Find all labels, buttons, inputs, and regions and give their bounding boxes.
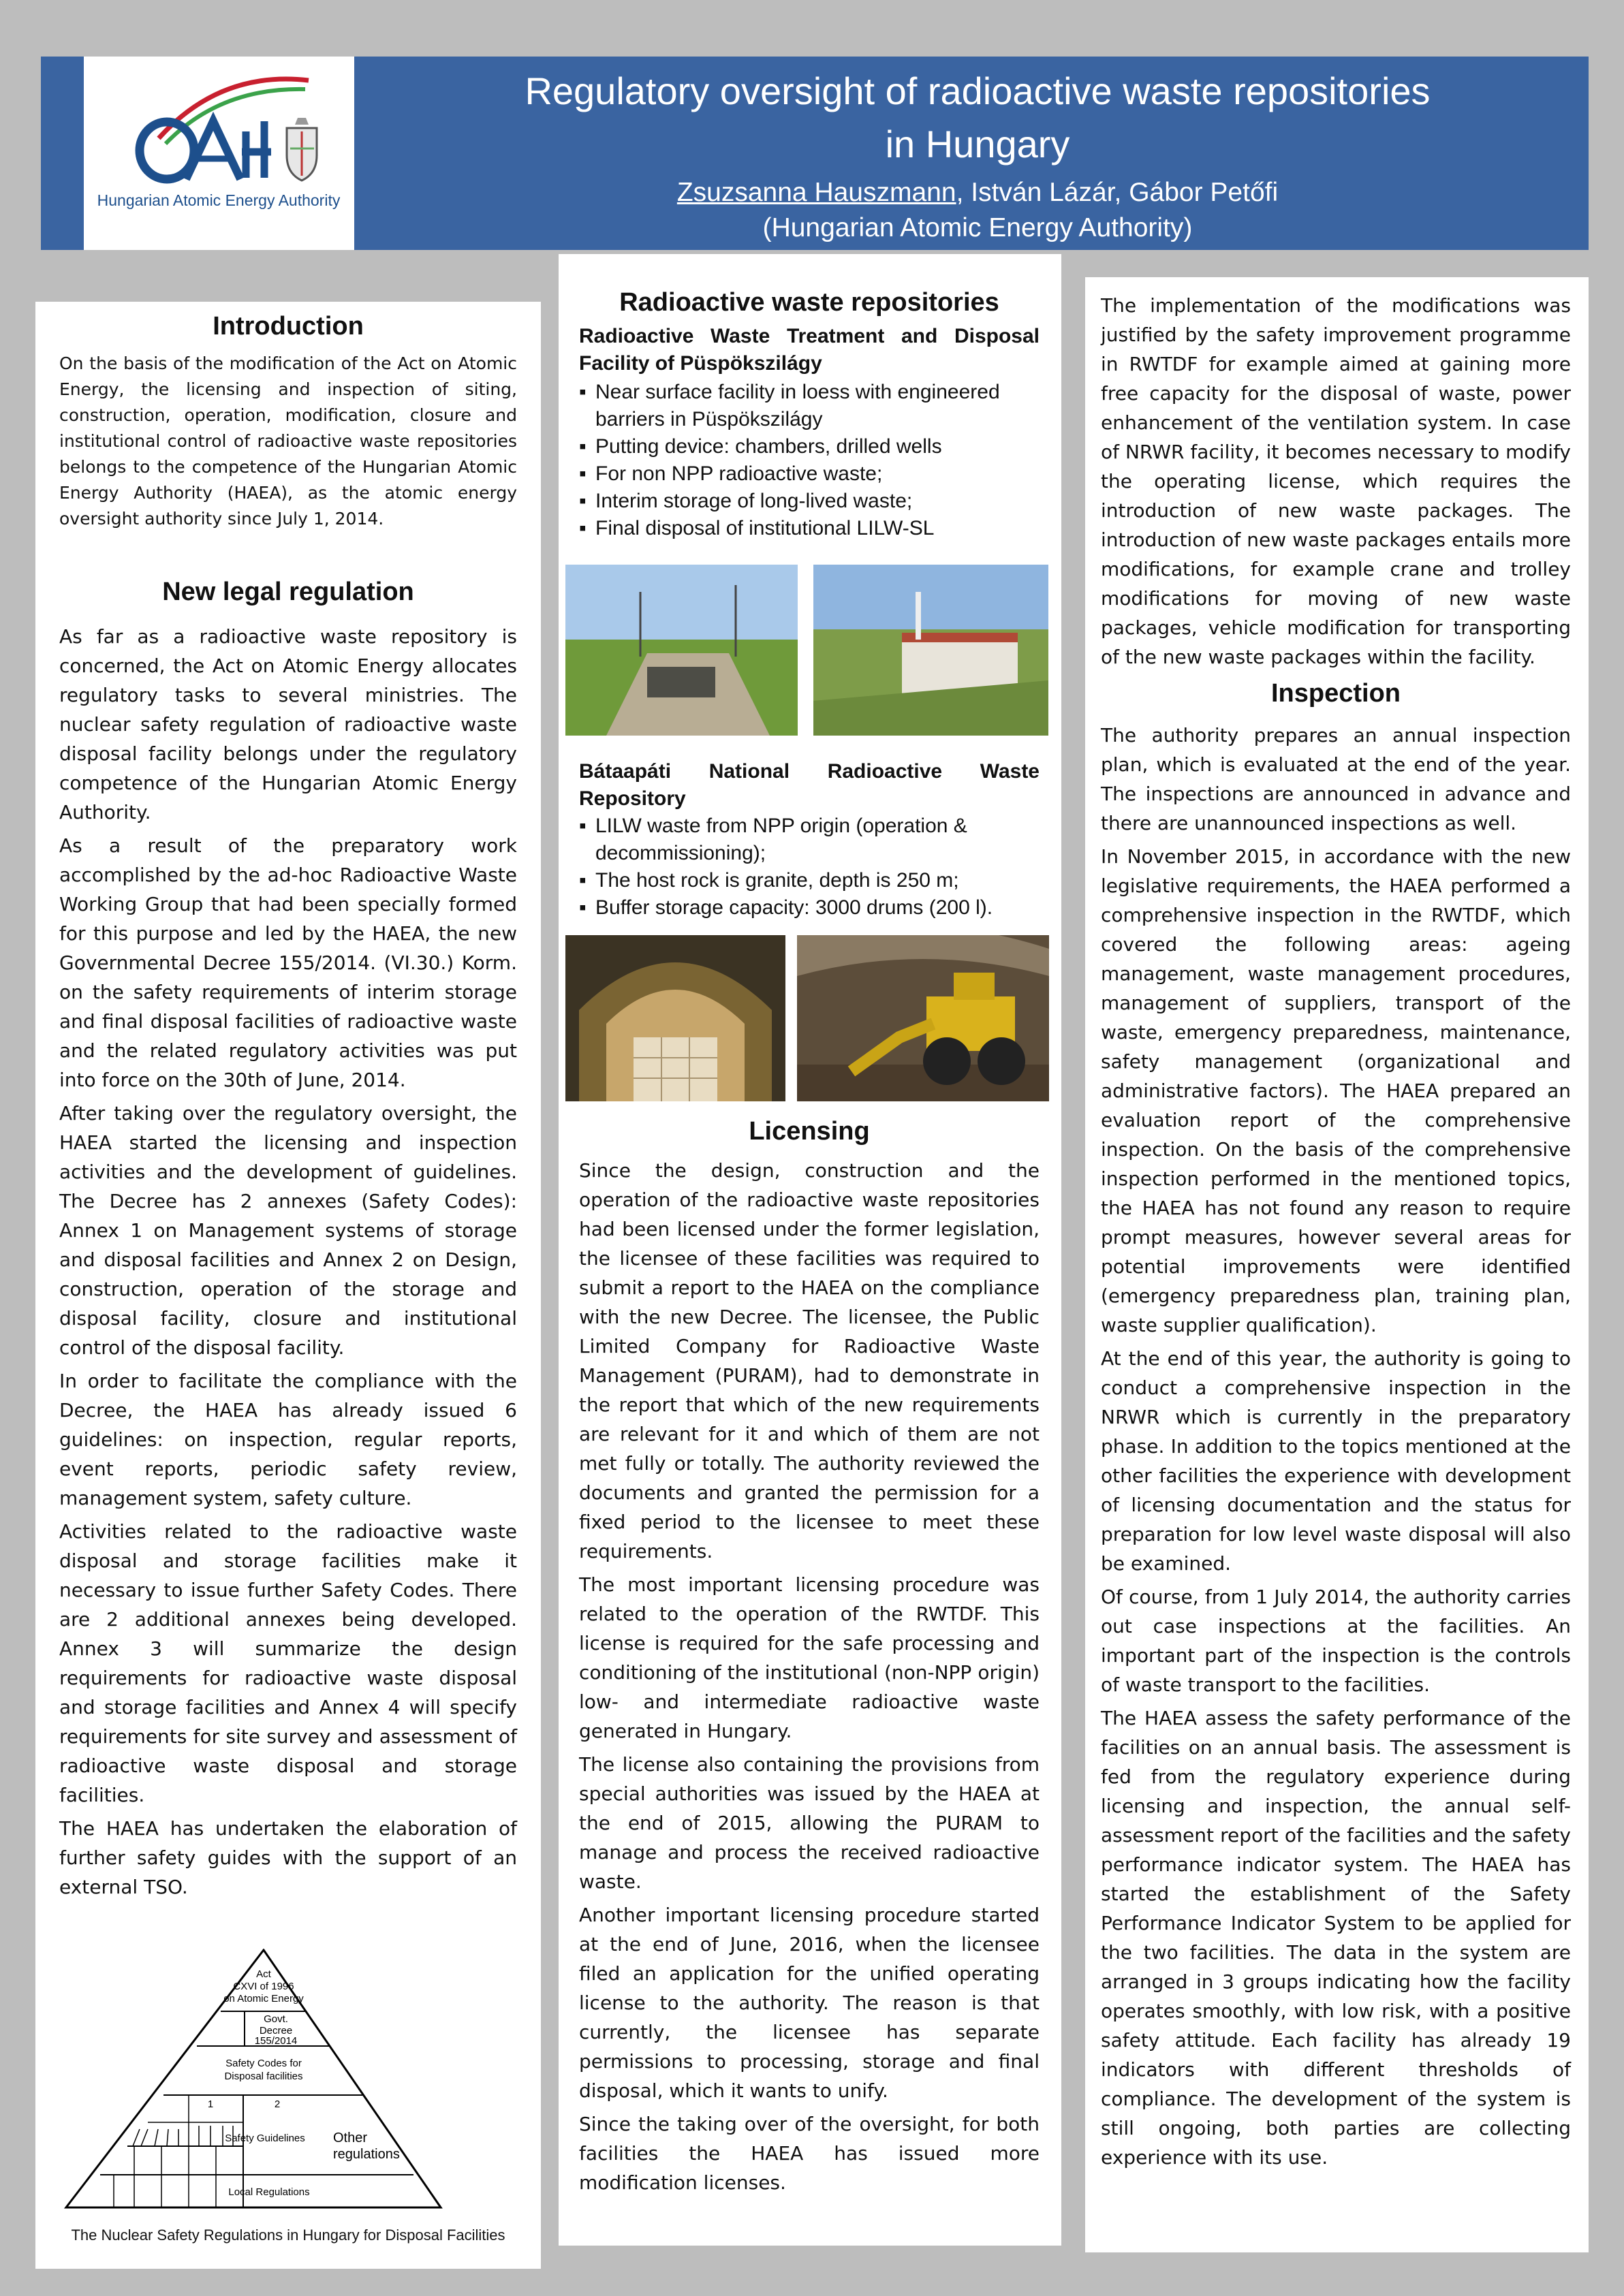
- pyramid-other-line-2: regulations: [333, 2147, 400, 2162]
- inspection-paragraph-4: Of course, from 1 July 2014, the authority carries out case inspections at the facilities. An important part of the inspection is the controls of waste transport to the facilities.: [1101, 1586, 1571, 1696]
- legal-paragraph-4: In order to facilitate the compliance with the Decree, the HAEA has already issued 6 guidelines: on inspection, regular reports, event reports, periodic safety review, management system, safety culture.: [59, 1370, 517, 1509]
- pyramid-codes-line-1: Safety Codes for: [225, 2058, 302, 2069]
- legal-regulation-section: [59, 571, 517, 1902]
- pyramid-act-line-1: Act: [256, 1968, 271, 1980]
- introduction-section: [59, 306, 517, 532]
- pyramid-local-regulations: Local Regulations: [228, 2186, 310, 2198]
- right-column: [1085, 277, 1589, 2252]
- puspokszilagy-bullet: ▪ Near surface facility in loess with engineered barriers in Püspökszilágy: [579, 379, 1040, 433]
- bataapati-loader-photo: [797, 935, 1049, 1101]
- repositories-section: [579, 285, 1040, 542]
- puspokszilagy-site-photo: [565, 565, 798, 736]
- puspokszilagy-bullet: ▪ Putting device: chambers, drilled wells: [579, 433, 1040, 460]
- author-first[interactable]: Zsuzsanna Hauszmann: [676, 178, 956, 207]
- poster-title-line-2: in Hungary: [885, 123, 1070, 166]
- title-area: [368, 65, 1587, 246]
- middle-column: [559, 254, 1061, 2246]
- introduction-heading: Introduction: [213, 312, 364, 341]
- pyramid-tick-1: 1: [207, 2098, 214, 2110]
- left-column: [35, 302, 541, 2269]
- bataapati-section: [579, 758, 1040, 922]
- bataapati-bullet-list: [579, 813, 1040, 922]
- bataapati-bullet: ▪ Buffer storage capacity: 3000 drums (200 l).: [579, 894, 1040, 922]
- pyramid-decree-line-1: Govt.: [264, 2013, 288, 2025]
- pyramid-tick-2: 2: [274, 2098, 281, 2110]
- legal-paragraph-1: As far as a radioactive waste repository is concerned, the Act on Atomic Energy allocates regulatory tasks to several ministries. The nuclear safety regulation of radioactive waste disposal facility belongs under the regulatory competence of the Hungarian Atomic Energy Authority.: [59, 625, 517, 823]
- pyramid-decree-line-2: Decree: [259, 2025, 293, 2036]
- legal-paragraph-5: Activities related to the radioactive waste disposal and storage facilities make it necessary to issue further Safety Codes. There are 2 additional annexes being developed. Annex 3 will summarize the design requirements for radioactive waste disposal and storage facilities and Annex 4 will specify requirements for site survey and assessment of radioactive waste disposal and storage facilities.: [59, 1520, 517, 1806]
- inspection-paragraph-2: In November 2015, in accordance with the new legislative requirements, the HAEA performed a comprehensive inspection in the RWTDF, which covered the following areas: ageing management, waste management procedures, management of suppliers, transport of the waste, emergency preparedness, maintenance, safety management (organizational and administrative factors). The HAEA prepared an evaluation report of the comprehensive inspection. On the basis of the comprehensive inspection performed in the mentioned topics, the HAEA has not found any reason to require prompt measures, however several areas for potential improvements were identified (emergency preparedness plan, training plan, waste supplier qualification).: [1101, 845, 1571, 1336]
- pyramid-decree-line-3: 155/2014: [254, 2035, 298, 2047]
- pyramid-guidelines: Safety Guidelines: [225, 2133, 305, 2144]
- puspokszilagy-bullet: ▪ Final disposal of institutional LILW-SL: [579, 515, 1040, 542]
- introduction-text: On the basis of the modification of the Act on Atomic Energy, the licensing and inspection of siting, construction, operation, modification, closure and institutional control of radioactive waste repositories belongs to the competence of the Hungarian Atomic Energy Authority (HAEA), as the atomic energy oversight authority since July 1, 2014.: [59, 353, 517, 529]
- modifications-paragraph: The implementation of the modifications was justified by the safety improvement programme in RWTDF for example aimed at gaining more free capacity for the disposal of waste, power enhancement of the ventilation system. In case of NRWR facility, it becomes necessary to modify the operating license, which requires the introduction of new waste packages. The introduction of new waste packages entails more modifications, for example crane and trolley modifications for moving of new waste packages, vehicle modification for transporting of the new waste packages within the facility.: [1101, 294, 1571, 668]
- authors: [368, 175, 1587, 210]
- pyramid-caption: The Nuclear Safety Regulations in Hungary for Disposal Facilities: [71, 2227, 505, 2244]
- puspokszilagy-building-photo: [813, 565, 1048, 736]
- puspokszilagy-bullet: ▪ For non NPP radioactive waste;: [579, 460, 1040, 488]
- authors-rest: , István Lázár, Gábor Petőfi: [956, 178, 1279, 207]
- bataapati-tunnel-photo: [565, 935, 785, 1101]
- licensing-section: [579, 1114, 1040, 2197]
- legal-paragraph-2: As a result of the preparatory work accomplished by the ad-hoc Radioactive Waste Working Group that had been specially formed for this purpose and led by the HAEA, the new Governmental Decree 155/2014. (VI.30.) Korm. on the safety requirements of interim storage and final disposal facilities of radioactive waste and the related regulatory activities was put into force on the 30th of June, 2014.: [59, 834, 517, 1091]
- pyramid-codes-line-2: Disposal facilities: [224, 2071, 303, 2082]
- logo-caption: Hungarian Atomic Energy Authority: [97, 191, 341, 209]
- licensing-paragraph-2: The most important licensing procedure was related to the operation of the RWTDF. This license is required for the safe processing and conditioning of the institutional (non-NPP origin) low- and intermediate radioactive waste generated in Hungary.: [579, 1573, 1040, 1742]
- licensing-paragraph-1: Since the design, construction and the operation of the radioactive waste repositories had been licensed under the former legislation, the licensee of these facilities was required to submit a report to the HAEA on the compliance with the new Decree. The licensee, the Public Limited Company for Radioactive Waste Management (PURAM), had to demonstrate in the report that which of the new requirements are relevant for it and which of them are not met fully or totally. The authority reviewed the documents and granted the permission for a fixed period to the licensee to meet these requirements.: [579, 1159, 1040, 1562]
- regulation-pyramid-diagram: [59, 1949, 522, 2221]
- legal-paragraph-6: The HAEA has undertaken the elaboration of further safety guides with the support of an external TSO.: [59, 1817, 517, 1898]
- inspection-paragraph-3: At the end of this year, the authority is going to conduct a comprehensive inspection in the NRWR which is currently in the preparatory phase. In addition to the topics mentioned at the other facilities the experience with development of licensing documentation and the status for preparation for low level waste disposal will also be examined.: [1101, 1347, 1571, 1575]
- licensing-paragraph-4: Another important licensing procedure started at the end of June, 2016, when the licensee filed an application for the unified operating license to the authority. The reason is that currently, the licensee has separate permissions to processing, storage and final disposal, which it wants to unify.: [579, 1904, 1040, 2102]
- repositories-heading: Radioactive waste repositories: [619, 288, 999, 317]
- licensing-heading: Licensing: [749, 1117, 870, 1146]
- legal-regulation-heading: New legal regulation: [162, 578, 414, 606]
- inspection-paragraph-5: The HAEA assess the safety performance of the facilities on an annual basis. The assessment is fed from the regulatory experience during licensing and inspection, the annual self-assessment report of the facilities and the safety performance indicator system. The HAEA has started the establishment of the Safety Performance Indicator System to be applied for the two facilities. The data in the system are arranged in 3 groups indicating how the facility operates smoothly, with low risk, with a positive safety attitude. Each facility has already 19 indicators with different thresholds of compliance. The development of the system is still ongoing, both parties are collecting experience with its use.: [1101, 1707, 1571, 2169]
- poster-title-line-1: Regulatory oversight of radioactive waste repositories: [525, 69, 1431, 112]
- pyramid-other-line-1: Other: [333, 2130, 368, 2145]
- inspection-paragraph-1: The authority prepares an annual inspection plan, which is evaluated at the end of the year. The inspections are announced in advance and there are unannounced inspections as well.: [1101, 724, 1571, 834]
- modifications-section: [1101, 291, 1571, 2172]
- logo-box: [84, 57, 354, 250]
- pyramid-act-line-3: on Atomic Energy: [223, 1993, 304, 2004]
- licensing-paragraph-3: The license also containing the provisions from special authorities was issued by the HAEA at the end of 2015, allowing the PURAM to manage and process the received radioactive waste.: [579, 1753, 1040, 1893]
- puspokszilagy-title: Radioactive Waste Treatment and Disposal Facility of Püspökszilágy: [579, 325, 1040, 375]
- bataapati-title: Bátaapáti National Radioactive Waste Repository: [579, 760, 1040, 810]
- haea-logo-icon: [84, 57, 354, 250]
- bataapati-bullet: ▪ The host rock is granite, depth is 250 m;: [579, 867, 1040, 894]
- puspokszilagy-bullet-list: [579, 379, 1040, 542]
- legal-paragraph-3: After taking over the regulatory oversight, the HAEA started the licensing and inspection activities and the development of guidelines. The Decree has 2 annexes (Safety Codes): Annex 1 on Management systems of storage and disposal facilities and Annex 2 on Design, construction, operation of the storage and disposal facility, closure and institutional control of the disposal facility.: [59, 1102, 517, 1359]
- bataapati-bullet: ▪ LILW waste from NPP origin (operation & decommissioning);: [579, 813, 1040, 867]
- affiliation: (Hungarian Atomic Energy Authority): [762, 213, 1193, 242]
- puspokszilagy-bullet: ▪ Interim storage of long-lived waste;: [579, 488, 1040, 515]
- licensing-paragraph-5: Since the taking over of the oversight, for both facilities the HAEA has issued more modification licenses.: [579, 2113, 1040, 2194]
- pyramid-act-line-2: CXVI of 1996: [233, 1981, 294, 1992]
- inspection-heading: Inspection: [1270, 679, 1401, 708]
